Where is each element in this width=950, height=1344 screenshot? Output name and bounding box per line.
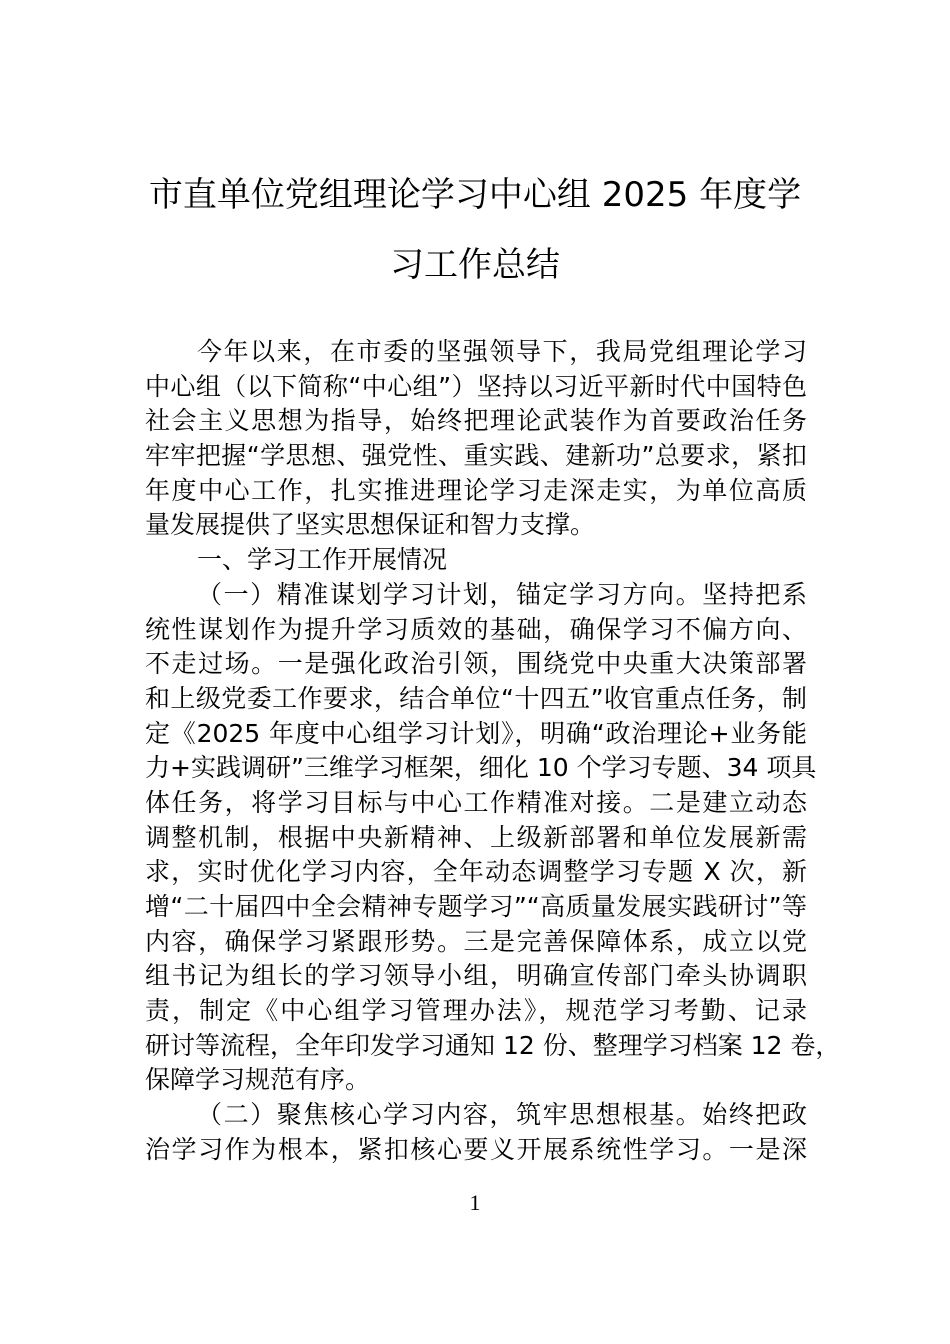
body-text-line: 牢牢把握“学思想、强党性、重实践、建新功”总要求，紧扣 xyxy=(145,441,807,471)
body-text-line: 定《2025 年度中心组学习计划》，明确“政治理论+业务能 xyxy=(145,718,807,748)
body-text-line: 社会主义思想为指导，始终把理论武装作为首要政治任务 xyxy=(145,406,807,436)
body-text-line: 内容，确保学习紧跟形势。三是完善保障体系，成立以党 xyxy=(145,926,807,956)
page-number: 1 xyxy=(469,1190,481,1215)
body-text-line: 体任务，将学习目标与中心工作精准对接。二是建立动态 xyxy=(145,787,807,817)
body-text-line: 中心组（以下简称“中心组”）坚持以习近平新时代中国特色 xyxy=(145,371,807,401)
document-body xyxy=(145,335,841,1168)
body-text-line: 不走过场。一是强化政治引领，围绕党中央重大决策部署 xyxy=(145,649,807,679)
document-title-line-1: 市直单位党组理论学习中心组 2025 年度学 xyxy=(148,175,802,215)
body-text-line: 年度中心工作，扎实推进理论学习走深走实，为单位高质 xyxy=(145,475,807,505)
body-text-line: 统性谋划作为提升学习质效的基础，确保学习不偏方向、 xyxy=(145,614,807,644)
body-text-line: 今年以来，在市委的坚强领导下，我局党组理论学习 xyxy=(197,337,807,366)
body-text-line: 调整机制，根据中央新精神、上级新部署和单位发展新需 xyxy=(145,822,807,852)
body-text-line: 组书记为组长的学习领导小组，明确宣传部门牵头协调职 xyxy=(145,961,807,991)
body-text-line: 研讨等流程，全年印发学习通知 12 份、整理学习档案 12 卷， xyxy=(145,1030,841,1060)
body-text-line: （一）精准谋划学习计划，锚定学习方向。坚持把系 xyxy=(197,579,807,609)
body-text-line: 求，实时优化学习内容，全年动态调整学习专题 X 次，新 xyxy=(145,857,807,887)
body-text-line: 量发展提供了坚实思想保证和智力支撑。 xyxy=(145,510,596,540)
body-text-line: 和上级党委工作要求，结合单位“十四五”收官重点任务，制 xyxy=(145,683,807,713)
body-text-line: （二）聚焦核心学习内容，筑牢思想根基。始终把政 xyxy=(197,1100,807,1130)
section-heading: 一、学习工作开展情况 xyxy=(197,545,448,575)
document-title-line-2: 习工作总结 xyxy=(390,245,560,285)
body-text-line: 保障学习规范有序。 xyxy=(145,1065,371,1095)
body-text-line: 治学习作为根本，紧扣核心要义开展系统性学习。一是深 xyxy=(145,1134,807,1164)
body-text-line: 力+实践调研”三维学习框架，细化 10 个学习专题、34 项具 xyxy=(145,753,817,783)
body-text-line: 责，制定《中心组学习管理办法》，规范学习考勤、记录 xyxy=(145,996,807,1026)
body-text-line: 增“二十届四中全会精神专题学习”“高质量发展实践研讨”等 xyxy=(145,892,807,921)
